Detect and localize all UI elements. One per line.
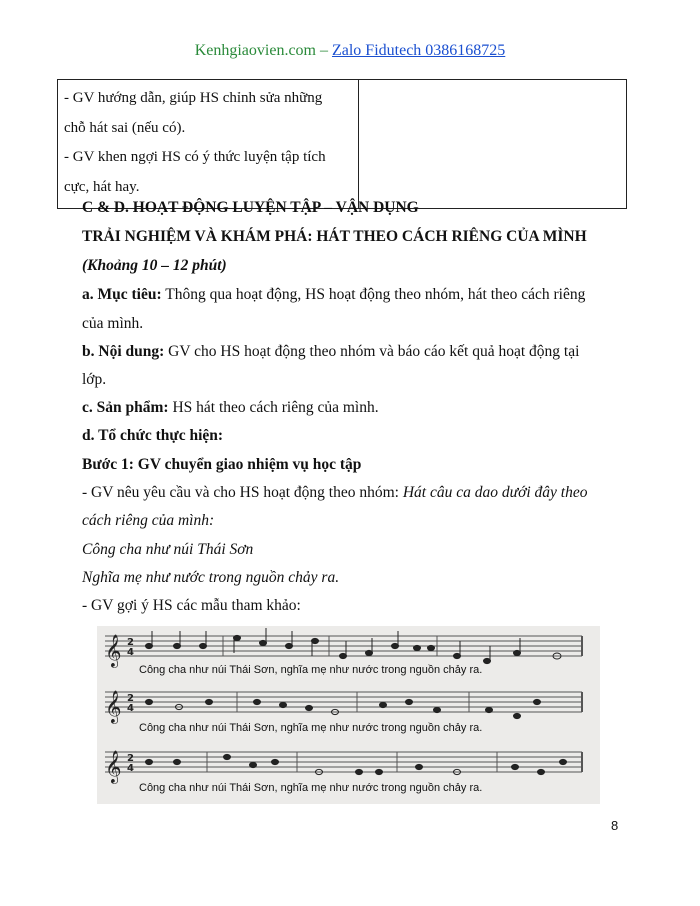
section-title: C & D. HOẠT ĐỘNG LUYỆN TẬP – VẬN DỤNG xyxy=(82,199,419,216)
product-line xyxy=(82,399,379,417)
treble-clef-icon: 𝄞 xyxy=(105,634,122,667)
verse-line-2: Nghĩa mẹ như nước trong nguồn chảy ra. xyxy=(82,569,340,586)
zalo-link[interactable]: Zalo Fidutech 0386168725 xyxy=(331,42,506,59)
duration: (Khoảng 10 – 12 phút) xyxy=(82,257,227,274)
organization-heading: d. Tổ chức thực hiện: xyxy=(82,427,224,444)
svg-text:4: 4 xyxy=(127,703,134,714)
time-signatures xyxy=(127,637,134,774)
product-label: c. Sản phẩm: xyxy=(82,399,169,416)
music-staves xyxy=(97,626,600,804)
table-line: cực, hát hay. xyxy=(64,178,140,195)
step-heading: Bước 1: GV chuyển giao nhiệm vụ học tập xyxy=(82,456,362,473)
task-text: - GV nêu yêu cầu và cho HS hoạt động theo nhóm: xyxy=(82,484,403,501)
treble-clef-icon: 𝄞 xyxy=(105,750,122,783)
content-text: GV cho HS hoạt động theo nhóm và báo cáo kết quả hoạt động tại xyxy=(164,343,580,360)
lyrics-line-2: Công cha như núi Thái Sơn, nghĩa mẹ như nước trong nguồn chảy ra. xyxy=(139,722,483,734)
product-text: HS hát theo cách riêng của mình. xyxy=(168,399,379,416)
objective-text: Thông qua hoạt động, HS hoạt động theo nhóm, hát theo cách riêng xyxy=(161,286,586,303)
page-number: 8 xyxy=(611,818,619,833)
table-line: - GV hướng dẫn, giúp HS chỉnh sửa những xyxy=(64,90,323,106)
content-line-2: lớp. xyxy=(82,371,107,388)
lyrics-line-3: Công cha như núi Thái Sơn, nghĩa mẹ như nước trong nguồn chảy ra. xyxy=(139,782,483,794)
svg-text:2: 2 xyxy=(127,753,134,764)
task-line-2: cách riêng của mình: xyxy=(82,512,215,529)
objective-line xyxy=(82,286,585,304)
site-link[interactable]: Kenhgiaovien.com xyxy=(194,42,316,59)
music-score-image xyxy=(97,626,600,804)
objective-line-2: của mình. xyxy=(82,315,144,332)
task-italic: Hát câu ca dao dưới đây theo xyxy=(402,484,588,501)
notes xyxy=(146,628,567,775)
lyrics-line-1: Công cha như núi Thái Sơn, nghĩa mẹ như nước trong nguồn chảy ra. xyxy=(139,664,483,676)
svg-text:2: 2 xyxy=(127,693,134,704)
table-line: chỗ hát sai (nếu có). xyxy=(64,119,186,136)
content-line xyxy=(82,343,579,361)
page-header xyxy=(0,42,700,60)
table-line: - GV khen ngợi HS có ý thức luyện tập tích xyxy=(64,149,326,165)
treble-clef-icon: 𝄞 xyxy=(105,690,122,723)
svg-text:4: 4 xyxy=(127,647,134,658)
clefs xyxy=(105,634,122,784)
header-separator: – xyxy=(315,42,332,59)
content-label: b. Nội dung: xyxy=(82,343,165,360)
objective-label: a. Mục tiêu: xyxy=(82,286,162,303)
verse-line-1: Công cha như núi Thái Sơn xyxy=(82,541,254,558)
table-right-cell xyxy=(359,80,627,209)
table-left-cell xyxy=(58,80,359,209)
hint-line: - GV gợi ý HS các mẫu tham khảo: xyxy=(82,597,301,614)
svg-text:2: 2 xyxy=(127,637,134,648)
svg-text:4: 4 xyxy=(127,763,134,774)
continuation-table xyxy=(57,79,627,209)
task-line xyxy=(82,484,587,502)
activity-title: TRẢI NGHIỆM VÀ KHÁM PHÁ: HÁT THEO CÁCH RIÊNG CỦA MÌNH xyxy=(82,228,587,245)
